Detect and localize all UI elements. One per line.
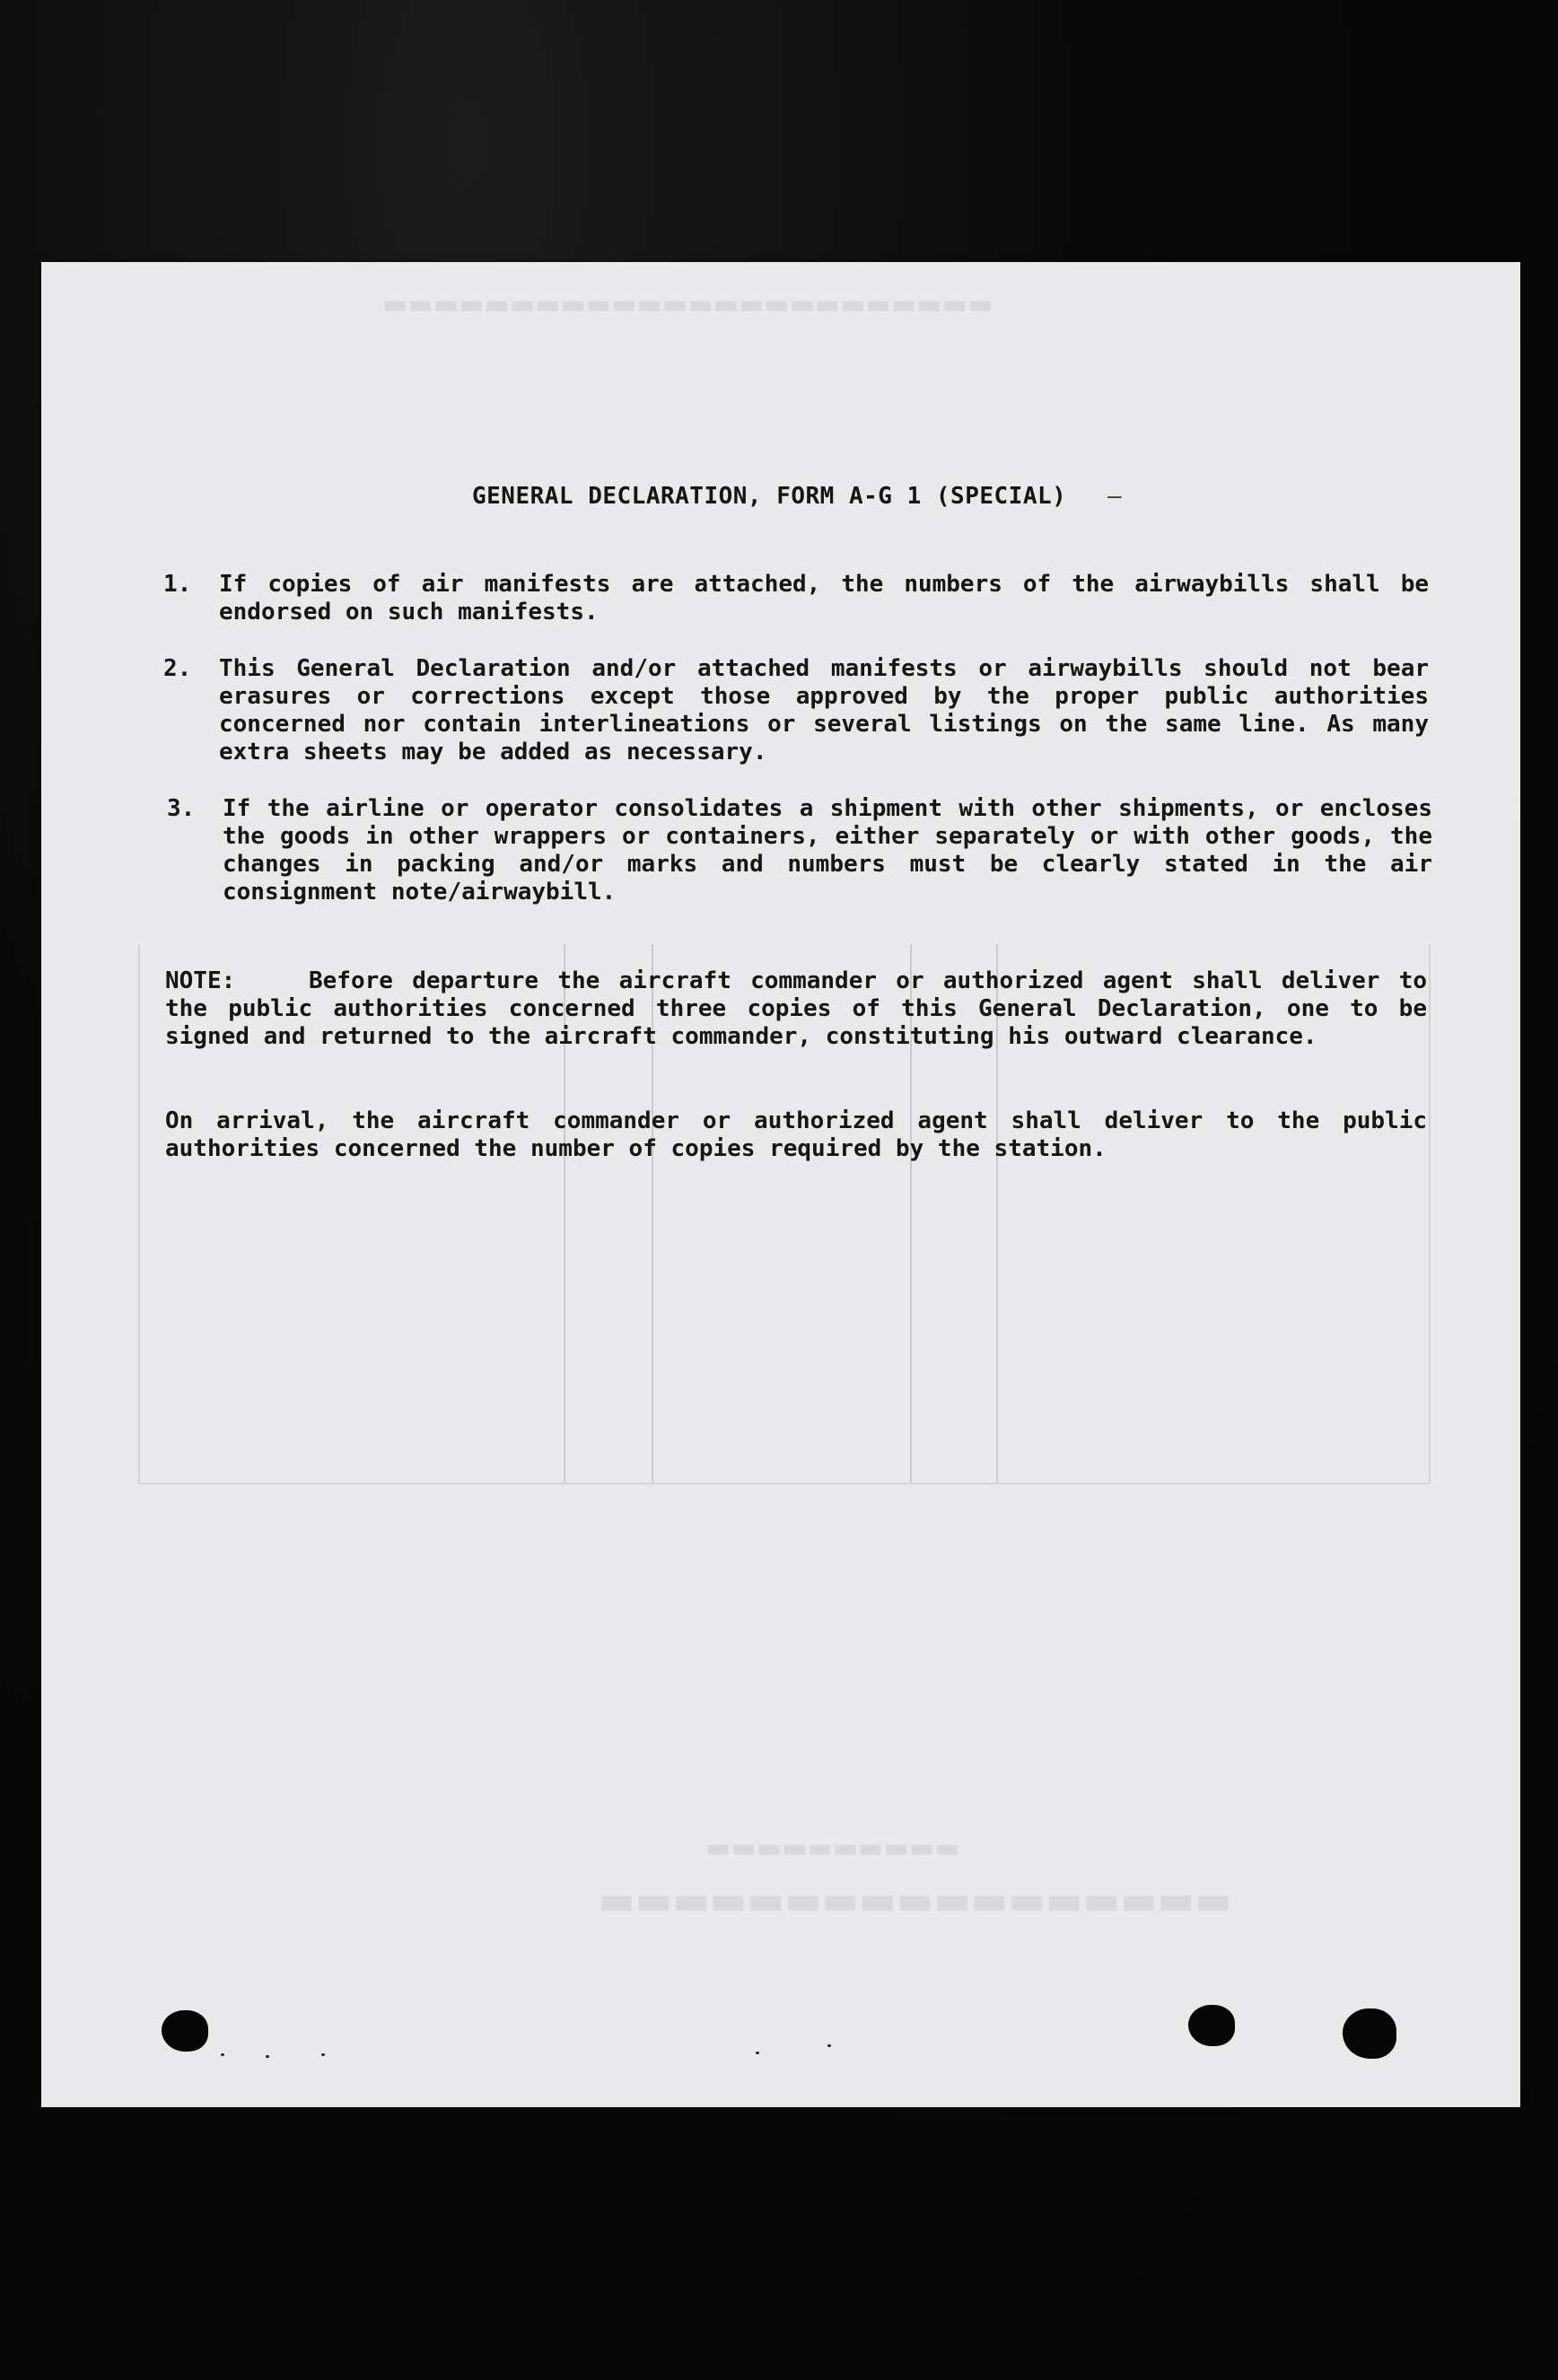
note-label: NOTE: (165, 967, 236, 994)
item-number: 2. (163, 655, 192, 682)
form-title: GENERAL DECLARATION, FORM A-G 1 (SPECIAL) (472, 483, 1067, 510)
bleed-through-text: ▬▬▬▬▬▬▬▬▬▬ (705, 1833, 960, 1864)
note-text: Before departure the aircraft commander or authorized agent shall deliver to the public authorities concerned three copies of this General Declaration, one to be signed and returned to the aircraft commander, constituting his outward clearance. (165, 967, 1427, 1050)
bleed-through-text: ▬▬▬▬▬▬▬▬▬▬▬▬▬▬▬▬▬▬▬▬▬▬▬▬ (382, 289, 993, 320)
speck (266, 2055, 269, 2058)
speck (756, 2052, 759, 2054)
punch-hole (1343, 2008, 1396, 2059)
note-paragraph (165, 967, 1427, 1051)
speck (221, 2053, 224, 2056)
instruction-item-1 (163, 571, 1429, 626)
punch-hole (162, 2010, 208, 2052)
item-text: If copies of air manifests are attached, the numbers of the airwaybills shall be endorsed on such manifests. (219, 571, 1429, 626)
speck (321, 2053, 325, 2056)
title-mark: — (1107, 483, 1122, 510)
document-page (41, 262, 1520, 2107)
bleed-through-text: ▬▬▬▬▬▬▬▬▬▬▬▬▬▬▬▬▬ (598, 1877, 1232, 1923)
item-text: If the airline or operator consolidates a shipment with other shipments, or encloses the goods in other wrappers or containers, either separately or with other goods, the changes in packing and/or marks and numbers must be clearly stated in the air consignment note/airwaybill. (223, 795, 1432, 906)
item-text: This General Declaration and/or attached manifests or airwaybills should not bear erasures or corrections except those approved by the proper public authorities concerned nor contain interlineations or several listings on the same line. As many extra sheets may be added as necessary. (219, 655, 1429, 766)
punch-hole (1188, 2005, 1235, 2046)
item-number: 1. (163, 571, 192, 598)
arrival-paragraph: On arrival, the aircraft commander or authorized agent shall deliver to the public authorities concerned the number of copies required by the station. (165, 1107, 1427, 1162)
instruction-item-3 (167, 795, 1432, 906)
instruction-item-2 (163, 655, 1429, 766)
speck (827, 2044, 831, 2047)
item-number: 3. (167, 795, 196, 822)
